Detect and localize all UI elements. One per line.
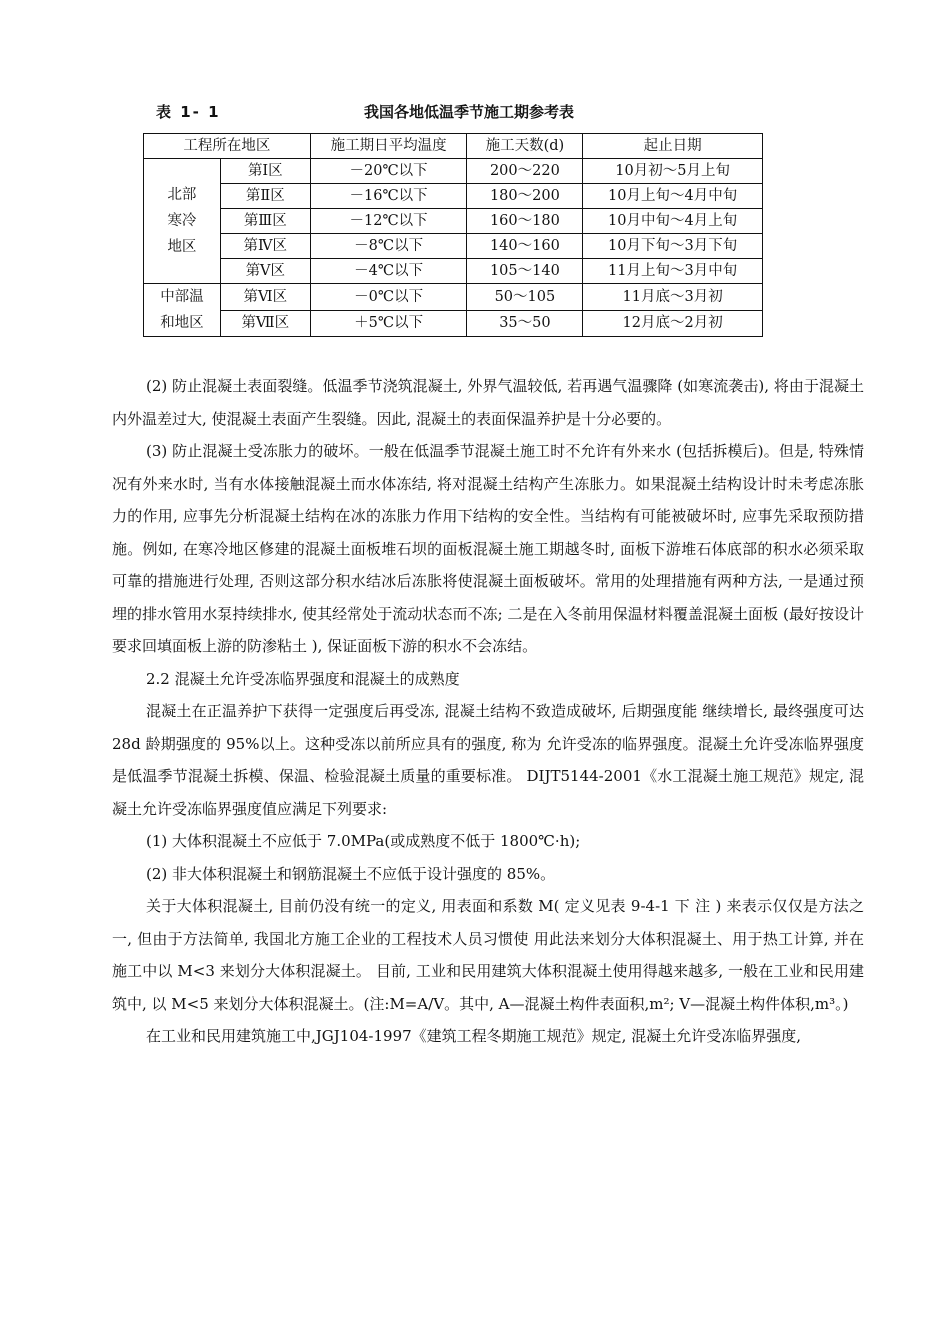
temp-cell: －20℃以下 [310,159,467,184]
dates-cell: 11月上旬～3月中旬 [583,259,763,284]
body-text [112,370,864,1053]
paragraph-frost-heave: (3) 防止混凝土受冻胀力的破坏。一般在低温季节混凝土施工时不允许有外来水 (包括拆模后)。但是, 特殊情况有外来水时, 当有水体接触混凝土而水体冻结, 将对混凝土结构产生冻胀力。如果混凝土结构设计时未考虑冻胀力的作用, 应事先分析混凝土结构在冰的冻胀力作用下结构的安全性。当结构有可能被破坏时, 应事先采取预防措施。例如, 在寒冷地区修建的混凝土面板堆石坝的面板混凝土施工期越冬时, 面板下游堆石体底部的积水必须采取可靠的措施进行处理, 否则这部分积水结冰后冻胀将使混凝土面板破坏。常用的处理措施有两种方法, 一是通过预埋的排水管用水泵持续排水, 使其经常处于流动状态而不冻; 二是在入冬前用保温材料覆盖混凝土面板 (最好按设计要求回填面板上游的防渗粘土 ), 保证面板下游的积水不会冻结。 [112,442,864,655]
temp-cell: ＋5℃以下 [310,310,467,337]
days-cell: 160～180 [467,209,583,234]
dates-cell: 12月底～2月初 [583,310,763,337]
table-row [144,184,763,209]
dates-cell: 10月初～5月上旬 [583,159,763,184]
section-heading: 2.2 混凝土允许受冻临界强度和混凝土的成熟度 [146,669,460,688]
region-central-mild: 中部温 和地区 [144,284,221,337]
table-row [144,234,763,259]
temp-cell: －4℃以下 [310,259,467,284]
table-row [144,259,763,284]
table-caption [148,101,798,125]
paragraph-critical-strength: 混凝土在正温养护下获得一定强度后再受冻, 混凝土结构不致造成破坏, 后期强度能 继续增长, 最终强度可达 28d 龄期强度的 95%以上。这种受冻以前所应具有的强度, 称为 允许受冻的临界强度。混凝土允许受冻临界强度是低温季节混凝土拆模、保温、检验混凝土质量的重要标准。 DIJT5144-2001《水工混凝土施工规范》规定, 混凝土允许受冻临界强度值应满足下列要求: [112,702,864,818]
header-temp: 施工期日平均温度 [310,134,467,159]
header-days: 施工天数(d) [467,134,583,159]
zone-cell: 第Ⅴ区 [220,259,310,284]
temp-cell: －16℃以下 [310,184,467,209]
zone-cell: 第Ⅱ区 [220,184,310,209]
days-cell: 140～160 [467,234,583,259]
zone-cell: 第Ⅳ区 [220,234,310,259]
requirement-item-2: (2) 非大体积混凝土和钢筋混凝土不应低于设计强度的 85%。 [146,864,556,883]
days-cell: 200～220 [467,159,583,184]
temp-cell: －12℃以下 [310,209,467,234]
days-cell: 180～200 [467,184,583,209]
table-row [144,159,763,184]
table-label: 表 1- 1 [156,103,221,121]
days-cell: 50～105 [467,284,583,311]
dates-cell: 11月底～3月初 [583,284,763,311]
table-row [144,310,763,337]
dates-cell: 10月中旬～4月上旬 [583,209,763,234]
requirement-item-1: (1) 大体积混凝土不应低于 7.0MPa(或成熟度不低于 1800℃·h); [146,832,581,850]
zone-cell: 第Ⅵ区 [220,284,310,311]
dates-cell: 10月下旬～3月下旬 [583,234,763,259]
region-north-cold: 北部 寒冷 地区 [144,159,221,284]
zone-cell: 第Ⅶ区 [220,310,310,337]
paragraph-mass-concrete: 关于大体积混凝土, 目前仍没有统一的定义, 用表面和系数 M( 定义见表 9-4-1 下 注 ) 来表示仅仅是方法之一, 但由于方法简单, 我国北方施工企业的工程技术人员习惯使 用此法来划分大体积混凝土、用于热工计算, 并在施工中以 M<3 来划分大体积混凝土。 目前, 工业和民用建筑大体积混凝土使用得越来越多, 一般在工业和民用建筑中, 以 M<5 来划分大体积混凝土。(注:M=A/V。其中, A—混凝土构件表面积,m²; V—混凝土构件体积,m³。) [112,897,864,1013]
days-cell: 105～140 [467,259,583,284]
header-region: 工程所在地区 [144,134,311,159]
temp-cell: －8℃以下 [310,234,467,259]
zone-cell: 第Ⅰ区 [220,159,310,184]
table-title: 我国各地低温季节施工期参考表 [364,103,575,121]
construction-period-table [143,133,763,337]
zone-cell: 第Ⅲ区 [220,209,310,234]
paragraph-surface-cracks: (2) 防止混凝土表面裂缝。低温季节浇筑混凝土, 外界气温较低, 若再遇气温骤降 (如寒流袭击), 将由于混凝土内外温差过大, 使混凝土表面产生裂缝。因此, 混凝土的表面保温养护是十分必要的。 [112,377,864,428]
header-dates: 起止日期 [583,134,763,159]
dates-cell: 10月上旬～4月中旬 [583,184,763,209]
days-cell: 35～50 [467,310,583,337]
paragraph-civil-construction: 在工业和民用建筑施工中,JGJ104-1997《建筑工程冬期施工规范》规定, 混凝土允许受冻临界强度, [146,1027,801,1045]
table-header-row [144,134,763,159]
table-row [144,284,763,311]
temp-cell: －0℃以下 [310,284,467,311]
table-row [144,209,763,234]
